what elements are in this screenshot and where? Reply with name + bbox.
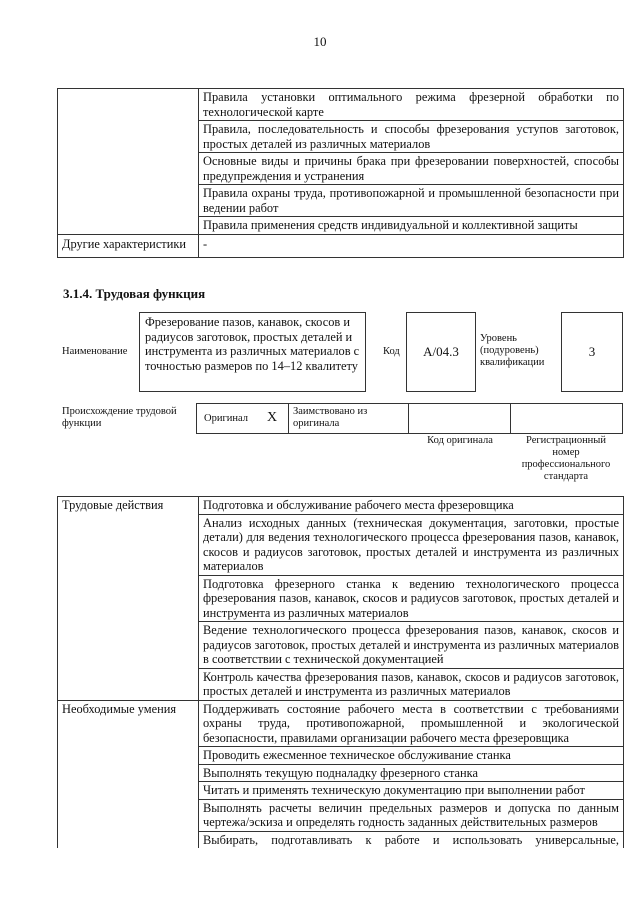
knowledge-item: Правила применения средств индивидуальной и коллективной защиты bbox=[199, 217, 624, 235]
table-row bbox=[58, 234, 624, 258]
knowledge-item: Основные виды и причины брака при фрезеровании поверхностей, способы предупреждения и устранения bbox=[199, 153, 624, 185]
skill-item: Поддерживать состояние рабочего места в соответствии с требованиями охраны труда, противопожарной, промышленной и экологической безопасности, правилами организации рабочего места фрезеровщика bbox=[199, 700, 624, 747]
function-name-box bbox=[139, 312, 366, 392]
code-label: Код bbox=[383, 346, 400, 357]
skills-label: Необходимые умения bbox=[58, 700, 199, 848]
labor-function-table bbox=[57, 496, 624, 848]
knowledge-table bbox=[57, 88, 624, 258]
table-row bbox=[58, 700, 624, 747]
page-number: 10 bbox=[313, 34, 327, 49]
level-value: 3 bbox=[588, 344, 596, 359]
function-name: Фрезерование пазов, канавок, скосов и радиусов заготовок, простых деталей и инструмента из различных материалов с точностью размеров по 14–12 квалитету bbox=[145, 315, 360, 373]
action-item: Контроль качества фрезерования пазов, канавок, скосов и радиусов заготовок, простых деталей и инструмента из различных материалов bbox=[199, 668, 624, 700]
divider bbox=[288, 404, 289, 433]
name-label: Наименование bbox=[62, 346, 128, 357]
level-box bbox=[561, 312, 623, 392]
original-mark: X bbox=[267, 410, 278, 425]
action-item: Подготовка и обслуживание рабочего места фрезеровщика bbox=[199, 497, 624, 515]
skill-item: Выбирать, подготавливать к работе и использовать универсальные, bbox=[199, 831, 624, 848]
code-value: А/04.3 bbox=[423, 344, 459, 359]
knowledge-item: Правила охраны труда, противопожарной и промышленной безопасности при ведении работ bbox=[199, 185, 624, 217]
original-label: Оригинал bbox=[204, 413, 248, 424]
divider bbox=[408, 404, 409, 433]
table-row bbox=[58, 497, 624, 515]
skill-item: Читать и применять техническую документацию при выполнении работ bbox=[199, 782, 624, 800]
skill-item: Проводить ежесменное техническое обслуживание станка bbox=[199, 747, 624, 765]
skill-item: Выполнять текущую подналадку фрезерного станка bbox=[199, 764, 624, 782]
origin-label: Происхождение трудовой функции bbox=[62, 406, 177, 429]
action-item: Подготовка фрезерного станка к ведению технологического процесса фрезерования пазов, канавок, скосов и радиусов заготовок, простых деталей и инструмента из различных материалов bbox=[199, 575, 624, 622]
section-title: 3.1.4. Трудовая функция bbox=[63, 286, 206, 301]
registration-caption: Регистрационный номер профессионального стандарта bbox=[521, 435, 611, 482]
origin-box bbox=[196, 403, 623, 434]
other-characteristics-value: - bbox=[199, 234, 624, 258]
code-box bbox=[406, 312, 476, 392]
divider bbox=[510, 404, 511, 433]
action-item: Анализ исходных данных (техническая документация, заготовки, простые детали) для ведения технологического процесса фрезерования пазов, канавок, скосов и радиусов заготовок, простых деталей и инструмента из различных материалов bbox=[199, 514, 624, 575]
actions-label: Трудовые действия bbox=[58, 497, 199, 701]
table-row bbox=[58, 89, 624, 121]
empty-label-cell bbox=[58, 89, 199, 235]
knowledge-item: Правила установки оптимального режима фрезерной обработки по технологической карте bbox=[199, 89, 624, 121]
level-label: Уровень (подуровень) квалификации bbox=[480, 333, 545, 368]
other-characteristics-label: Другие характеристики bbox=[58, 234, 199, 258]
borrowed-label: Заимствовано из оригинала bbox=[293, 406, 368, 429]
action-item: Ведение технологического процесса фрезерования пазов, канавок, скосов и радиусов заготовок, простых деталей и инструмента из различных материалов в соответствии с технической документацией bbox=[199, 622, 624, 669]
code-original-caption: Код оригинала bbox=[427, 435, 493, 446]
skill-item: Выполнять расчеты величин предельных размеров и допуска по данным чертежа/эскиза и определять годность заданных действительных размеров bbox=[199, 799, 624, 831]
knowledge-item: Правила, последовательность и способы фрезерования уступов заготовок, простых деталей из различных материалов bbox=[199, 121, 624, 153]
